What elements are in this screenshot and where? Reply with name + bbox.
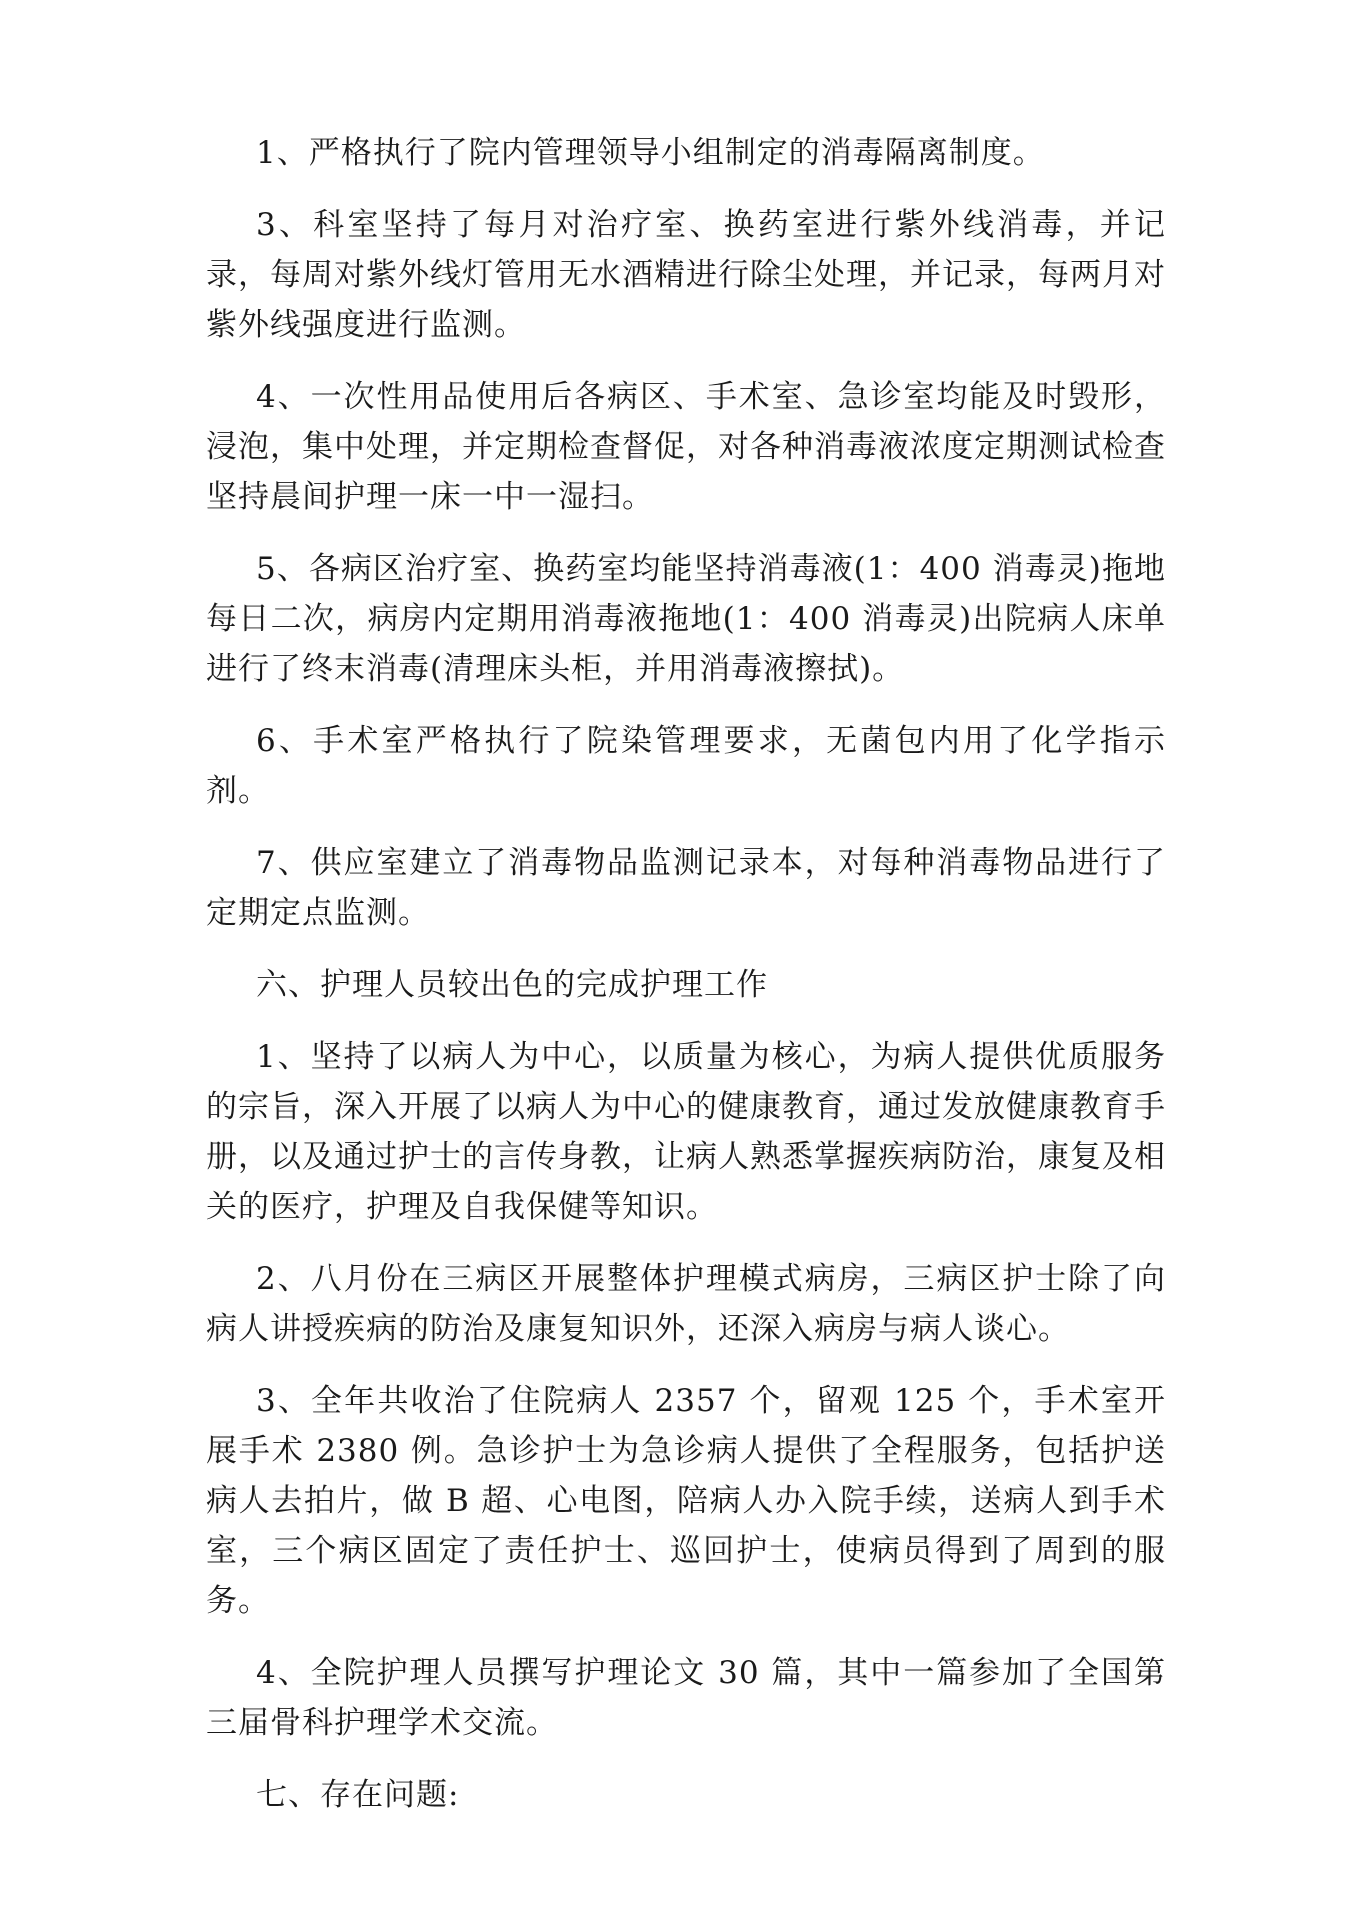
paragraph-2: 3、科室坚持了每月对治疗室、换药室进行紫外线消毒，并记录，每周对紫外线灯管用无水酒精进行除尘处理，并记录，每两月对紫外线强度进行监测。: [206, 207, 1166, 343]
section-heading-6: 六、护理人员较出色的完成护理工作: [256, 967, 768, 1003]
paragraph-8: 2、八月份在三病区开展整体护理模式病房，三病区护士除了向病人讲授疾病的防治及康复知识外，还深入病房与病人谈心。: [206, 1261, 1166, 1347]
paragraph-6: 7、供应室建立了消毒物品监测记录本，对每种消毒物品进行了定期定点监测。: [206, 845, 1166, 931]
paragraph-5: 6、手术室严格执行了院染管理要求，无菌包内用了化学指示剂。: [206, 723, 1166, 809]
document-body: [206, 128, 1166, 1842]
section-heading-7: 七、存在问题:: [256, 1777, 460, 1813]
paragraph-3: 4、一次性用品使用后各病区、手术室、急诊室均能及时毁形，浸泡，集中处理，并定期检查督促，对各种消毒液浓度定期测试检查坚持晨间护理一床一中一湿扫。: [206, 379, 1166, 515]
paragraph-7: 1、坚持了以病人为中心，以质量为核心，为病人提供优质服务的宗旨，深入开展了以病人为中心的健康教育，通过发放健康教育手册，以及通过护士的言传身教，让病人熟悉掌握疾病防治，康复及相关的医疗，护理及自我保健等知识。: [206, 1039, 1166, 1225]
paragraph-10: 4、全院护理人员撰写护理论文 30 篇，其中一篇参加了全国第三届骨科护理学术交流。: [206, 1655, 1166, 1741]
paragraph-9: 3、全年共收治了住院病人 2357 个，留观 125 个，手术室开展手术 2380 例。急诊护士为急诊病人提供了全程服务，包括护送病人去拍片，做 B 超、心电图，陪病人办入院手续，送病人到手术室，三个病区固定了责任护士、巡回护士，使病员得到了周到的服务。: [206, 1383, 1166, 1619]
paragraph-4: 5、各病区治疗室、换药室均能坚持消毒液(1：400 消毒灵)拖地每日二次，病房内定期用消毒液拖地(1：400 消毒灵)出院病人床单进行了终末消毒(清理床头柜，并用消毒液擦拭)。: [206, 551, 1166, 687]
paragraph-1: 1、严格执行了院内管理领导小组制定的消毒隔离制度。: [256, 135, 1045, 171]
